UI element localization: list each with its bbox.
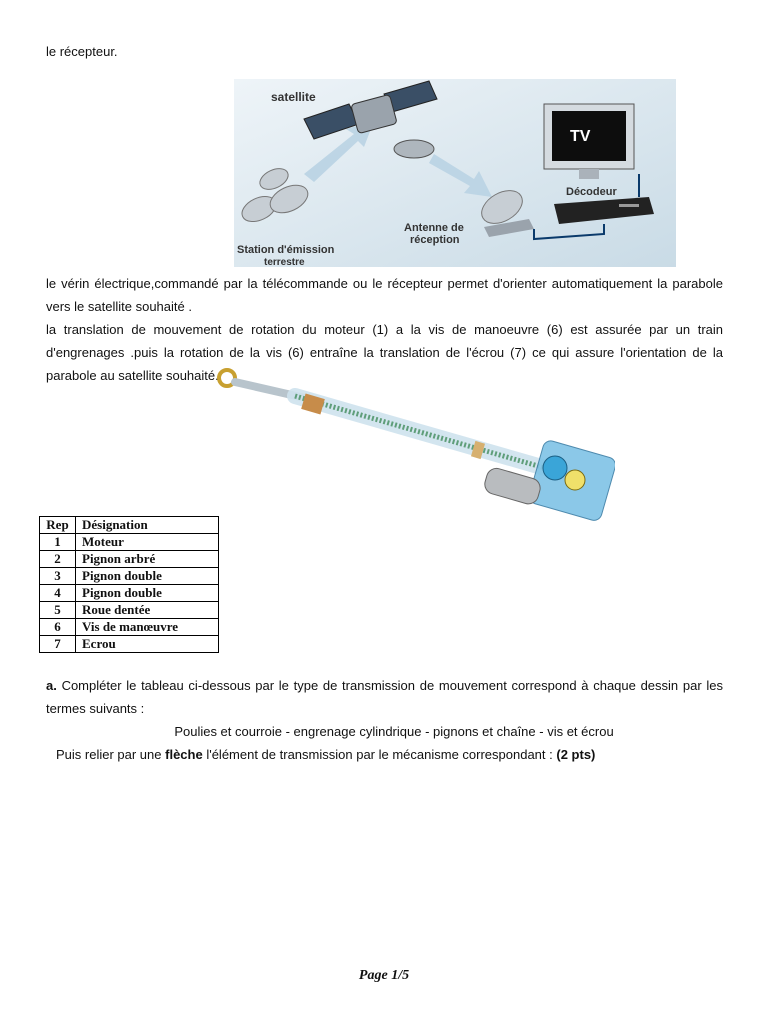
cell-rep: 5	[40, 602, 76, 619]
terms-line: Poulies et courroie - engrenage cylindrique - pignons et chaîne - vis et écrou	[174, 724, 614, 739]
label-decodeur: Décodeur	[566, 186, 617, 198]
satellite-diagram	[234, 79, 676, 267]
intro-line: le récepteur.	[46, 44, 118, 59]
cell-designation: Pignon double	[76, 568, 219, 585]
question-a	[46, 674, 723, 720]
label-station-2: terrestre	[264, 257, 305, 267]
label-antenne-1: Antenne de	[404, 222, 464, 234]
cell-rep: 2	[40, 551, 76, 568]
instruction-suffix: l'élément de transmission par le mécanisme correspondant :	[206, 747, 553, 762]
cell-designation: Pignon arbré	[76, 551, 219, 568]
cell-designation: Moteur	[76, 534, 219, 551]
label-satellite: satellite	[271, 90, 316, 104]
page-footer: Page 1/5	[358, 968, 410, 983]
question-a-text: Compléter le tableau ci-dessous par le type de transmission de mouvement correspond à chaque dessin par les termes suivants :	[46, 678, 723, 716]
table-row	[40, 619, 219, 636]
cell-designation: Vis de manœuvre	[76, 619, 219, 636]
table-row	[40, 585, 219, 602]
paragraph-1: le vérin électrique,commandé par la télécommande ou le récepteur permet d'orienter automatiquement la parabole vers le satellite souhaité .	[46, 276, 723, 314]
header-designation: Désignation	[76, 517, 219, 534]
instruction-points: (2 pts)	[556, 747, 596, 762]
instruction-bold: flèche	[165, 747, 203, 762]
cell-rep: 4	[40, 585, 76, 602]
table-row	[40, 568, 219, 585]
instruction	[56, 743, 595, 766]
label-tv: TV	[570, 128, 591, 145]
parts-table	[39, 516, 219, 653]
table-row	[40, 534, 219, 551]
cell-designation: Pignon double	[76, 585, 219, 602]
table-row	[40, 551, 219, 568]
paragraph-2: la translation de mouvement de rotation du moteur (1) a la vis de manoeuvre (6) est assurée par un train d'engrenages .puis la rotation de la vis (6) entraîne la translation de l'écrou (7) ce qui assure l'orientation de la parabole au satellite souhaité.	[46, 322, 723, 383]
cell-rep: 1	[40, 534, 76, 551]
header-rep: Rep	[40, 517, 76, 534]
cell-designation: Ecrou	[76, 636, 219, 653]
instruction-prefix: Puis relier par une	[56, 747, 162, 762]
label-station-1: Station d'émission	[237, 244, 335, 256]
actuator-drawing	[215, 368, 615, 528]
label-antenne-2: réception	[410, 234, 460, 246]
cell-rep: 7	[40, 636, 76, 653]
cell-designation: Roue dentée	[76, 602, 219, 619]
actuator-icon	[219, 370, 615, 522]
table-row	[40, 602, 219, 619]
table-header-row	[40, 517, 219, 534]
question-a-label: a.	[46, 678, 57, 693]
table-row	[40, 636, 219, 653]
cell-rep: 6	[40, 619, 76, 636]
cell-rep: 3	[40, 568, 76, 585]
